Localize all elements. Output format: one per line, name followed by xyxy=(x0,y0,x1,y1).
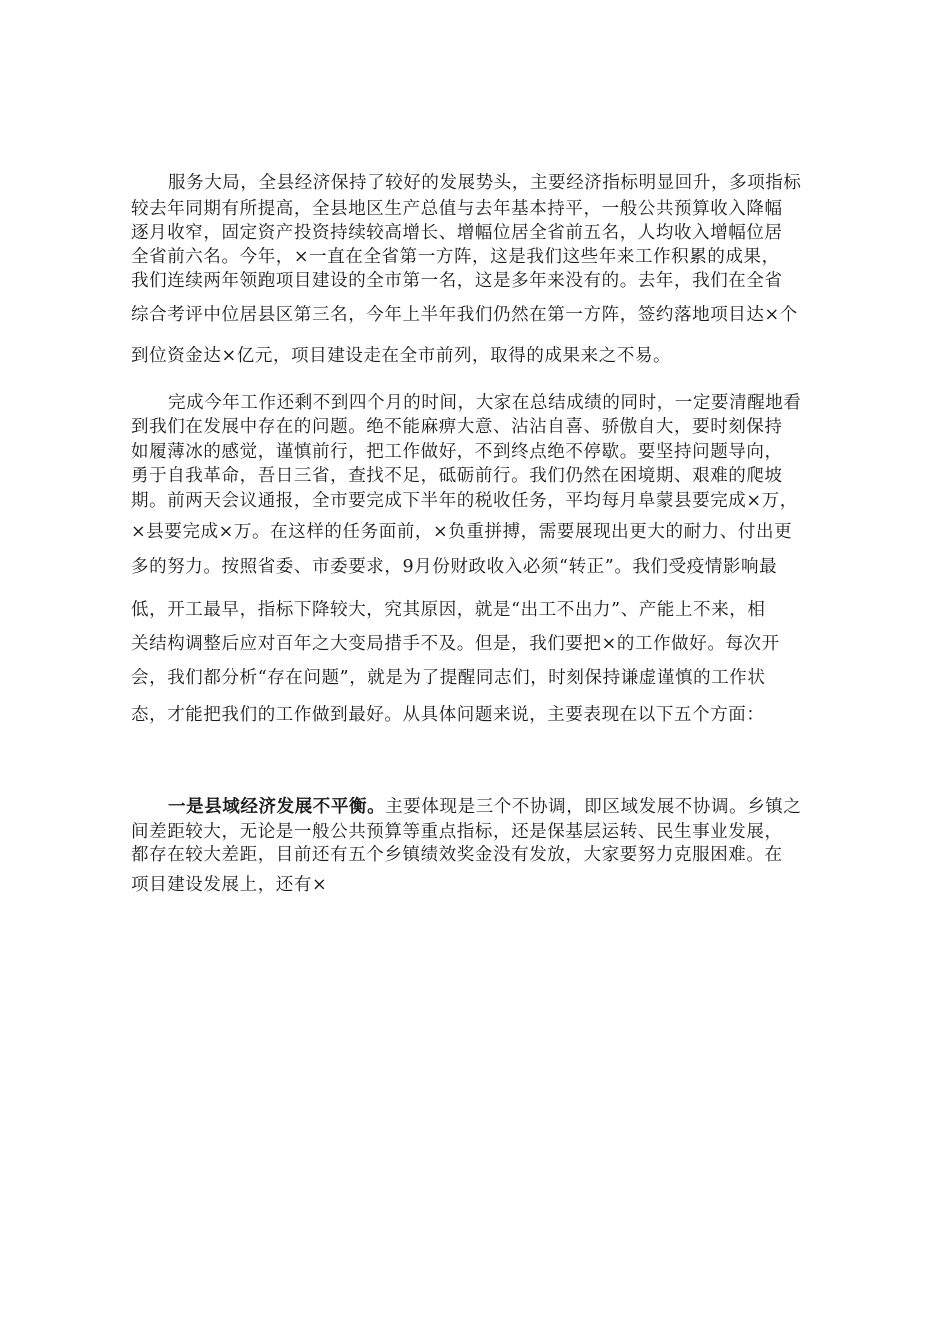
paragraph-2-line-3: 如履薄冰的感觉，谨慎前行，把工作做好，不到终点绝不停歇。要坚持问题导向， xyxy=(131,442,783,462)
paragraph-1-line-2: 较去年同期有所提高，全县地区生产总值与去年基本持平，一般公共预算收入降幅 xyxy=(131,199,783,219)
paragraph-3-line-3: 都存在较大差距，目前还有五个乡镇绩效奖金没有发放，大家要努力克服困难。在 xyxy=(131,845,783,865)
paragraph-2-line-10: 会，我们都分析“存在问题”，就是为了提醒同志们，时刻保持谦虚谨慎的工作状 xyxy=(131,668,766,688)
paragraph-2-line-2: 到我们在发展中存在的问题。绝不能麻痹大意、沾沾自喜、骄傲自大，要时刻保持 xyxy=(131,417,783,437)
paragraph-1-line-5: 我们连续两年领跑项目建设的全市第一名，这是多年来没有的。去年，我们在全省 xyxy=(131,271,783,291)
paragraph-2-line-9: 关结构调整后应对百年之大变局措手不及。但是，我们要把×的工作做好。每次开 xyxy=(131,634,780,654)
paragraph-1-line-4: 全省前六名。今年，×一直在全省第一方阵，这是我们这些年来工作积累的成果， xyxy=(131,247,780,267)
paragraph-2-line-5: 期。前两天会议通报，全市要完成下半年的税收任务，平均每月阜蒙县要完成×万， xyxy=(131,491,798,511)
paragraph-2-line-8: 低，开工最早，指标下降较大，究其原因，就是“出工不出力”、产能上不来，相 xyxy=(131,600,766,620)
paragraph-1-line-7: 到位资金达×亿元，项目建设走在全市前列，取得的成果来之不易。 xyxy=(131,346,672,366)
paragraph-3-line-4: 项目建设发展上，还有× xyxy=(131,875,328,895)
paragraph-1-line-3: 逐月收窄，固定资产投资持续较高增长、增幅位居全省前五名，人均收入增幅位居 xyxy=(131,223,783,243)
paragraph-3-line-2: 间差距较大，无论是一般公共预算等重点指标，还是保基层运转、民生事业发展， xyxy=(131,822,783,842)
paragraph-2-line-4: 勇于自我革命，吾日三省，查找不足，砥砺前行。我们仍然在困境期、艰难的爬坡 xyxy=(131,466,783,486)
paragraph-1-line-6: 综合考评中位居县区第三名，今年上半年我们仍然在第一方阵，签约落地项目达×个 xyxy=(131,305,798,325)
paragraph-2-line-1: 完成今年工作还剩不到四个月的时间，大家在总结成绩的同时，一定要清醒地看 xyxy=(168,393,802,413)
paragraph-1-line-1: 服务大局，全县经济保持了较好的发展势头，主要经济指标明显回升，多项指标 xyxy=(168,173,802,193)
paragraph-2-line-6: ×县要完成×万。在这样的任务面前，×负重拼搏，需要展现出更大的耐力、付出更 xyxy=(131,522,793,542)
paragraph-2-line-7: 多的努力。按照省委、市委要求，9月份财政收入必须“转正”。我们受疫情影响最 xyxy=(131,557,778,577)
paragraph-2-line-11: 态，才能把我们的工作做到最好。从具体问题来说，主要表现在以下五个方面： xyxy=(131,705,765,725)
paragraph-3-line-1-text: 主要体现是三个不协调，即区域发展不协调。乡镇之 xyxy=(385,797,802,817)
paragraph-3-lead: 一是县域经济发展不平衡。 xyxy=(168,797,386,817)
